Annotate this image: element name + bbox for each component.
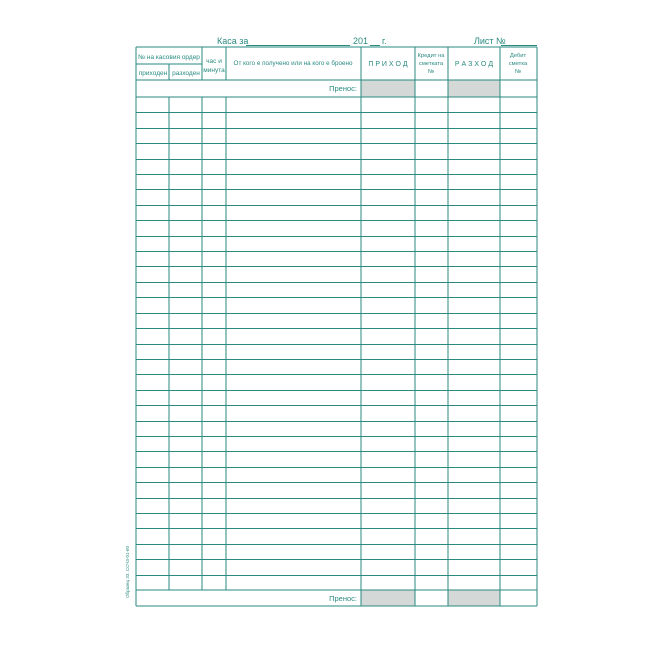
credit-account-header-line2: сметката	[418, 61, 444, 67]
time-header-line2: минута	[203, 67, 225, 74]
credit-account-header-line1: Кредит на	[417, 53, 445, 59]
description-header: От кого е получено или на кого е броено	[233, 60, 353, 67]
income-carry-top-cell	[361, 80, 415, 97]
year-prefix: 201	[353, 36, 369, 46]
debit-account-header-line1: Дебит	[509, 53, 527, 59]
time-header-line1: час и	[206, 58, 222, 65]
carry-forward-bottom-label: Пренос:	[329, 594, 357, 603]
cash-book-title: Каса за	[217, 36, 249, 46]
incoming-order-header: приходен	[138, 70, 168, 77]
income-carry-bottom-cell	[361, 590, 415, 606]
order-group-header: № на касовия ордер	[138, 54, 200, 61]
carry-forward-top-label: Пренос:	[329, 84, 357, 93]
credit-account-header-line3: №	[427, 69, 435, 75]
year-suffix: г.	[382, 36, 387, 46]
expense-header: Р А З Х О Д	[454, 61, 494, 68]
debit-account-header-line2: сметка	[508, 61, 528, 67]
debit-account-header-line3: №	[514, 69, 522, 75]
form-code-note: Образец 33, ССЧЗ-01-60	[125, 546, 130, 598]
expense-carry-top-cell	[448, 80, 500, 97]
sheet-number-label: Лист №	[474, 36, 506, 46]
expense-carry-bottom-cell	[448, 590, 500, 606]
income-header: П Р И Х О Д	[368, 61, 408, 68]
outgoing-order-header: разходен	[172, 70, 200, 77]
